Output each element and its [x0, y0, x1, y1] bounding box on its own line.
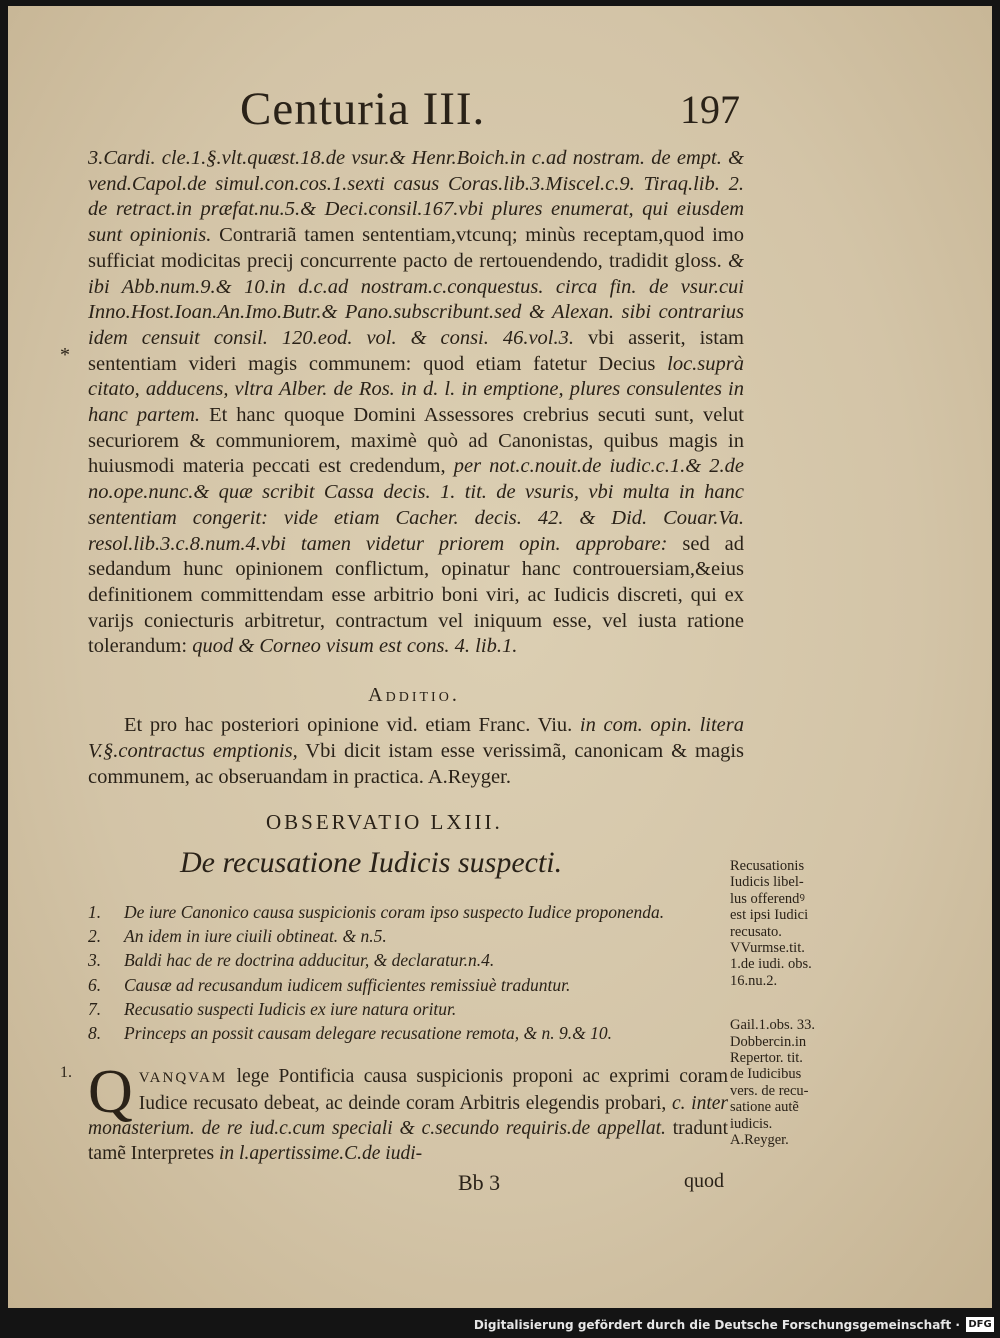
italic-citation: & ibi Abb.num.9.& 10.in d.c.ad nostram.c.conquestus. circa fin. de vsur.cui Inno.Host.Ioan.An.Imo.Butr.& Pano.subscribunt.sed & Alexan. sibi contrarius idem censuit consil. 120.eod. vol. & consi. 46.vol.3.: [88, 249, 744, 349]
note-line: VVurmse.tit.: [730, 940, 805, 957]
marginal-note: [730, 1017, 850, 1148]
signature-mark: Bb 3: [458, 1170, 501, 1195]
italic-citation: loc.suprà citato, adducens, vltra Alber. de Ros. in d. l. in emptione, plures consulentes in hanc partem.: [88, 352, 744, 427]
italic-citation: 3.Cardi. cle.1.§.vlt.quæst.18.de vsur.& Henr.Boich.in c.ad nostram. de empt. & vend.Capol.de simul.con.cos.1.sexti casus Coras.lib.3.Miscel.c.9. Tiraq.lib. 2. de retract.in præfat.nu.5.& Deci.consil.167.vbi plures enumerat, qui eiusdem sunt opinionis.: [88, 147, 744, 247]
italic-citation: per not.c.nouit.de iudic.c.1.& 2.de no.ope.nunc.& quæ scribit Cassa decis. 1. tit. de vsuris, vbi multa in hanc sententiam congerit: vide etiam Cacher. decis. 42. & Did. Couar.Va. resol.lib.3.c.8.num.4.vbi tamen videtur priorem opin. approbare:: [88, 455, 744, 555]
note-line: recusato.: [730, 923, 782, 940]
note-line: A.Reyger.: [730, 1132, 789, 1149]
italic-citation: in com. opin. litera V.§.contractus emptionis,: [88, 714, 744, 762]
summary-number: 6.: [88, 974, 102, 995]
page-header: [8, 82, 992, 142]
summary-text: Baldi hac de re doctrina adducitur, & declaratur.n.4.: [124, 950, 495, 971]
note-line: Recusationis: [730, 858, 805, 874]
italic-citation: quod & Corneo visum est cons. 4. lib.1.: [192, 635, 518, 658]
note-spacer: [730, 989, 850, 1017]
note-line: Repertor. tit.: [730, 1050, 803, 1067]
list-item: [88, 926, 728, 950]
summary-number: 7.: [88, 998, 102, 1019]
text-run: Et pro hac posteriori opinione vid. etiam Franc. Viu.: [124, 714, 580, 736]
paragraph-marker: 1.: [60, 1064, 72, 1081]
note-line: de Iudicibus: [730, 1066, 802, 1083]
funding-notice: Digitalisierung gefördert durch die Deutsche Forschungsgemeinschaft ·: [473, 1318, 960, 1332]
note-line: est ipsi Iudici: [730, 907, 809, 924]
first-paragraph: [88, 1058, 728, 1166]
scanned-page: [8, 6, 992, 1308]
smallcaps-word: VANQVAM: [138, 1070, 228, 1086]
note-line: iudicis.: [730, 1115, 773, 1132]
decorated-initial: Q: [88, 1058, 133, 1126]
summary-number: 1.: [88, 902, 102, 922]
text-run: sed ad sedandum hunc opinionem conflictum, opinatur hanc controuersiam,&eius definitionem committendam esse arbitrio boni viri, ac Iudicis discreti, qui ex varijs coniecturis arbitretur, contractum vel iniquum esse, vel iusta ratione tolerandum:: [88, 532, 744, 658]
list-item: [88, 1023, 728, 1047]
summary-text: Causæ ad recusandum iudicem sufficientes remissiuè traduntur.: [124, 974, 571, 995]
margin-mark: *: [60, 344, 70, 366]
note-line: satione autẽ: [730, 1099, 799, 1116]
list-item: [88, 975, 728, 999]
note-line: lus offerendꝰ: [730, 890, 805, 907]
main-paragraph: [88, 146, 744, 660]
text-run: Vbi dicit istam esse verissimã, canonicam & magis communem, ac obseruandam in practica. A.Reyger.: [88, 740, 744, 788]
page-number: 197: [680, 87, 740, 132]
list-item: [88, 902, 728, 926]
summary-text: Princeps an possit causam delegare recusatione remota, & n. 9.& 10.: [124, 1022, 612, 1043]
addition-text: [88, 712, 744, 790]
summary-text: An idem in iure ciuili obtineat. & n.5.: [124, 926, 387, 947]
summary-number: 3.: [88, 950, 102, 971]
note-line: 1.de iudi. obs.: [730, 956, 812, 973]
italic-citation: c. inter monasterium. de re iud.c.cum speciali & c.secundo requiris.de appellat.: [88, 1093, 728, 1139]
list-item: [88, 999, 728, 1023]
note-line: Iudicis libel-: [730, 874, 804, 891]
list-item: [88, 950, 728, 974]
summary-text: Recusatio suspecti Iudicis ex iure natura oritur.: [124, 998, 457, 1019]
summary-number: 8.: [88, 1022, 102, 1043]
catchword: quod: [684, 1170, 724, 1192]
note-line: Dobbercin.in: [730, 1033, 807, 1050]
note-line: Gail.1.obs. 33.: [730, 1017, 815, 1034]
text-run: vbi asserit, istam sententiam videri magis communem: quod etiam fatetur Decius: [88, 326, 744, 375]
summary-list: [88, 902, 728, 1047]
text-run: lege Pontificia causa suspicionis proponi ac exprimi coram Iudice recusato debeat, ac deinde coram Arbitris elegendis probari,: [138, 1066, 728, 1114]
addition-paragraph: [88, 712, 744, 790]
text-run: Contrariã tamen sententiam,vtcunq; minùs receptam,quod imo sufficiat modicitas precij concurrente pacto de rertouendendo, tradidit gloss.: [88, 224, 744, 272]
first-paragraph-text: [88, 1058, 728, 1166]
note-line: 16.nu.2.: [730, 972, 778, 989]
observation-heading: OBSERVATIO LXIII.: [266, 810, 503, 834]
marginal-notes: [730, 858, 850, 1149]
summary-text: De iure Canonico causa suspicionis coram ipso suspecto Iudice proponenda.: [124, 902, 665, 922]
italic-citation: in l.apertissime.C.de iudi-: [219, 1143, 423, 1164]
addition-heading: Additio.: [368, 684, 460, 706]
observation-title: De recusatione Iudicis suspecti.: [180, 846, 563, 879]
note-line: vers. de recu-: [730, 1082, 809, 1099]
marginal-note: [730, 858, 850, 989]
text-run: tradunt tamẽ Interpretes: [88, 1118, 728, 1164]
main-text-block: [88, 146, 744, 660]
dfg-logo-icon: DFG: [966, 1317, 994, 1332]
footer-bar: [0, 1308, 1000, 1338]
running-title: Centuria III.: [240, 83, 486, 135]
summary-number: 2.: [88, 926, 102, 947]
text-run: Et hanc quoque Domini Assessores crebrius secuti sunt, velut securiorem & communiorem, maximè quò ad Canonistas, quibus magis in huiusmodi materia peccati est credendum,: [88, 404, 744, 478]
